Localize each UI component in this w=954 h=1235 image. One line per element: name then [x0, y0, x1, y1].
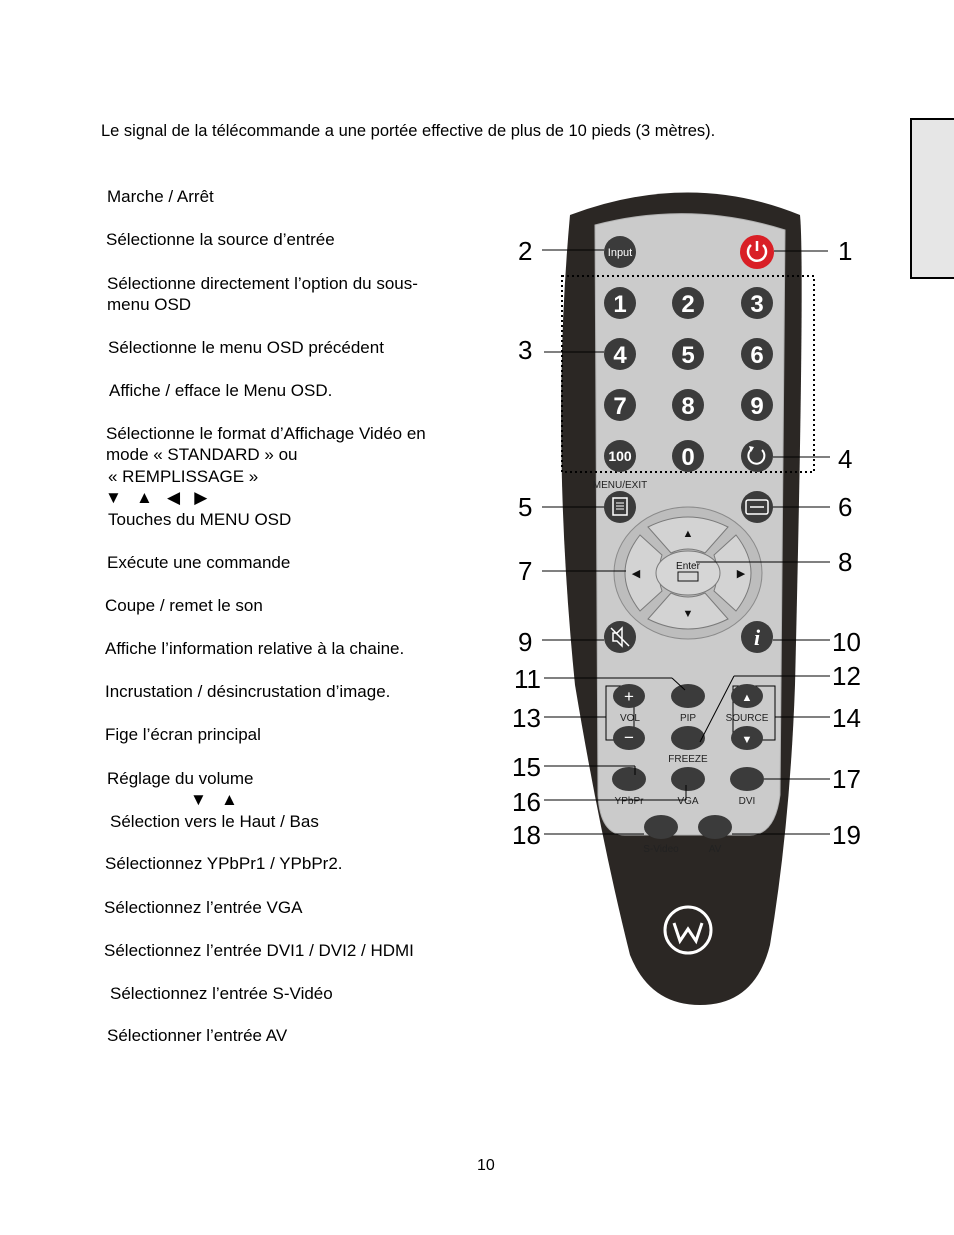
callout-9: 9: [518, 627, 533, 657]
dvi-label: DVI: [738, 796, 756, 807]
left-arrow-icon: ◀: [631, 568, 641, 580]
right-arrow-icon: ▶: [736, 568, 746, 580]
source-down-button[interactable]: [731, 726, 763, 750]
freeze-button[interactable]: [671, 726, 705, 750]
vol-down-button[interactable]: [613, 726, 645, 750]
desc-av: Sélectionner l’entrée AV: [107, 1026, 288, 1045]
desc-vga: Sélectionnez l’entrée VGA: [104, 898, 303, 917]
desc-aspect-line3: « REMPLISSAGE »: [108, 467, 259, 486]
callout-4: 4: [838, 444, 853, 474]
callout-7: 7: [518, 556, 533, 586]
desc-info: Affiche l’information relative à la chaine.: [105, 639, 405, 658]
callout-15: 15: [512, 752, 541, 782]
callout-5: 5: [518, 492, 533, 522]
osd-arrow-glyphs: ▼ ▲ ◀ ▶: [105, 488, 208, 507]
digit-label-5: 5: [681, 342, 695, 369]
desc-menu: Affiche / efface le Menu OSD.: [109, 381, 333, 400]
digit-button-7[interactable]: [604, 389, 636, 421]
desc-aspect-line1: Sélectionne le format d’Affichage Vidéo en: [106, 424, 426, 443]
digit-button-3[interactable]: [741, 287, 773, 319]
desc-back: Sélectionne le menu OSD précédent: [108, 338, 384, 357]
desc-volume: Réglage du volume: [107, 769, 254, 788]
digit-label-3: 3: [750, 291, 764, 318]
digit-label-6: 6: [750, 342, 764, 369]
callout-18: 18: [512, 820, 541, 850]
callout-19: 19: [832, 820, 861, 850]
callout-1: 1: [838, 236, 853, 266]
callout-12: 12: [832, 661, 861, 691]
digit-button-9[interactable]: [741, 389, 773, 421]
callout-8: 8: [838, 547, 853, 577]
input-button-label: Input: [607, 247, 633, 259]
digit-label-2: 2: [681, 291, 695, 318]
callout-10: 10: [832, 627, 861, 657]
source-label: SOURCE: [725, 713, 769, 724]
desc-dvi: Sélectionnez l’entrée DVI1 / DVI2 / HDMI: [104, 941, 414, 960]
callout-17: 17: [832, 764, 861, 794]
digit-button-1[interactable]: [604, 287, 636, 319]
menu-button[interactable]: [604, 491, 636, 523]
ypbpr-button[interactable]: [612, 767, 646, 791]
desc-number-keys-line1: Sélectionne directement l’option du sous-: [107, 274, 418, 293]
desc-source-updown: Sélection vers le Haut / Bas: [110, 812, 319, 831]
digit-button-100[interactable]: [604, 440, 636, 472]
digit-label-9: 9: [750, 393, 764, 420]
av-label: AV: [708, 844, 722, 855]
desc-ypbpr: Sélectionnez YPbPr1 / YPbPr2.: [105, 854, 343, 873]
power-button[interactable]: [740, 235, 774, 269]
callout-13: 13: [512, 703, 541, 733]
pip-label: PIP: [679, 713, 697, 724]
desc-enter: Exécute une commande: [107, 553, 291, 572]
desc-pip: Incrustation / désincrustation d’image.: [105, 682, 391, 701]
source-up-button[interactable]: [731, 684, 763, 708]
down-arrow-icon: ▼: [682, 608, 694, 620]
digit-button-5[interactable]: [672, 338, 704, 370]
updown-arrow-glyphs: ▼ ▲: [190, 790, 238, 809]
vol-up-button[interactable]: [613, 684, 645, 708]
menu-exit-label: MENU/EXIT: [592, 480, 648, 491]
page-number: 10: [477, 1157, 495, 1174]
callout-14: 14: [832, 703, 861, 733]
enter-button[interactable]: [656, 551, 720, 595]
digit-label-100: 100: [608, 448, 632, 464]
av-button[interactable]: [698, 815, 732, 839]
desc-power: Marche / Arrêt: [107, 187, 214, 206]
digit-button-2[interactable]: [672, 287, 704, 319]
digit-label-0: 0: [681, 444, 695, 471]
minus-icon: −: [624, 728, 634, 747]
back-button[interactable]: [741, 440, 773, 472]
input-button[interactable]: [604, 236, 636, 268]
desc-number-keys-line2: menu OSD: [107, 295, 192, 314]
callout-3: 3: [518, 335, 533, 365]
vol-label: VOL: [619, 713, 641, 724]
plus-icon: +: [624, 687, 634, 706]
desc-mute: Coupe / remet le son: [105, 596, 263, 615]
svideo-label: S-Video: [643, 844, 679, 855]
digit-label-4: 4: [613, 342, 627, 369]
source-up-icon: ▲: [741, 692, 753, 704]
desc-aspect-line2: mode « STANDARD » ou: [106, 445, 298, 464]
pip-button[interactable]: [671, 684, 705, 708]
vga-button[interactable]: [671, 767, 705, 791]
digit-button-6[interactable]: [741, 338, 773, 370]
callout-16: 16: [512, 787, 541, 817]
ypbpr-label: YPbPr: [614, 796, 644, 807]
digit-label-7: 7: [613, 393, 627, 420]
dpad: [614, 507, 762, 639]
digit-button-4[interactable]: [604, 338, 636, 370]
enter-label: Enter: [676, 561, 700, 572]
callout-6: 6: [838, 492, 853, 522]
freeze-label: FREEZE: [668, 754, 708, 765]
up-arrow-icon: ▲: [682, 528, 694, 540]
aspect-button[interactable]: [741, 491, 773, 523]
source-down-icon: ▼: [741, 734, 753, 746]
mute-button[interactable]: [604, 621, 636, 653]
info-icon: i: [753, 625, 761, 650]
remote-control-diagram: [500, 185, 880, 1015]
digit-button-8[interactable]: [672, 389, 704, 421]
callout-11: 11: [514, 664, 541, 694]
svideo-button[interactable]: [644, 815, 678, 839]
desc-input-source: Sélectionne la source d’entrée: [106, 230, 335, 249]
dvi-button[interactable]: [730, 767, 764, 791]
intro-text: Le signal de la télécommande a une portée effective de plus de 10 pieds (3 mètres).: [101, 122, 716, 140]
callout-2: 2: [518, 236, 533, 266]
section-tab: [910, 118, 954, 279]
digit-label-1: 1: [613, 291, 627, 318]
digit-button-0[interactable]: [672, 440, 704, 472]
desc-svideo: Sélectionnez l’entrée S-Vidéo: [110, 984, 333, 1003]
desc-osd-keys: Touches du MENU OSD: [108, 510, 292, 529]
vga-label: VGA: [677, 796, 699, 807]
digit-label-8: 8: [681, 393, 695, 420]
info-button[interactable]: [741, 621, 773, 653]
desc-freeze: Fige l’écran principal: [105, 725, 261, 744]
